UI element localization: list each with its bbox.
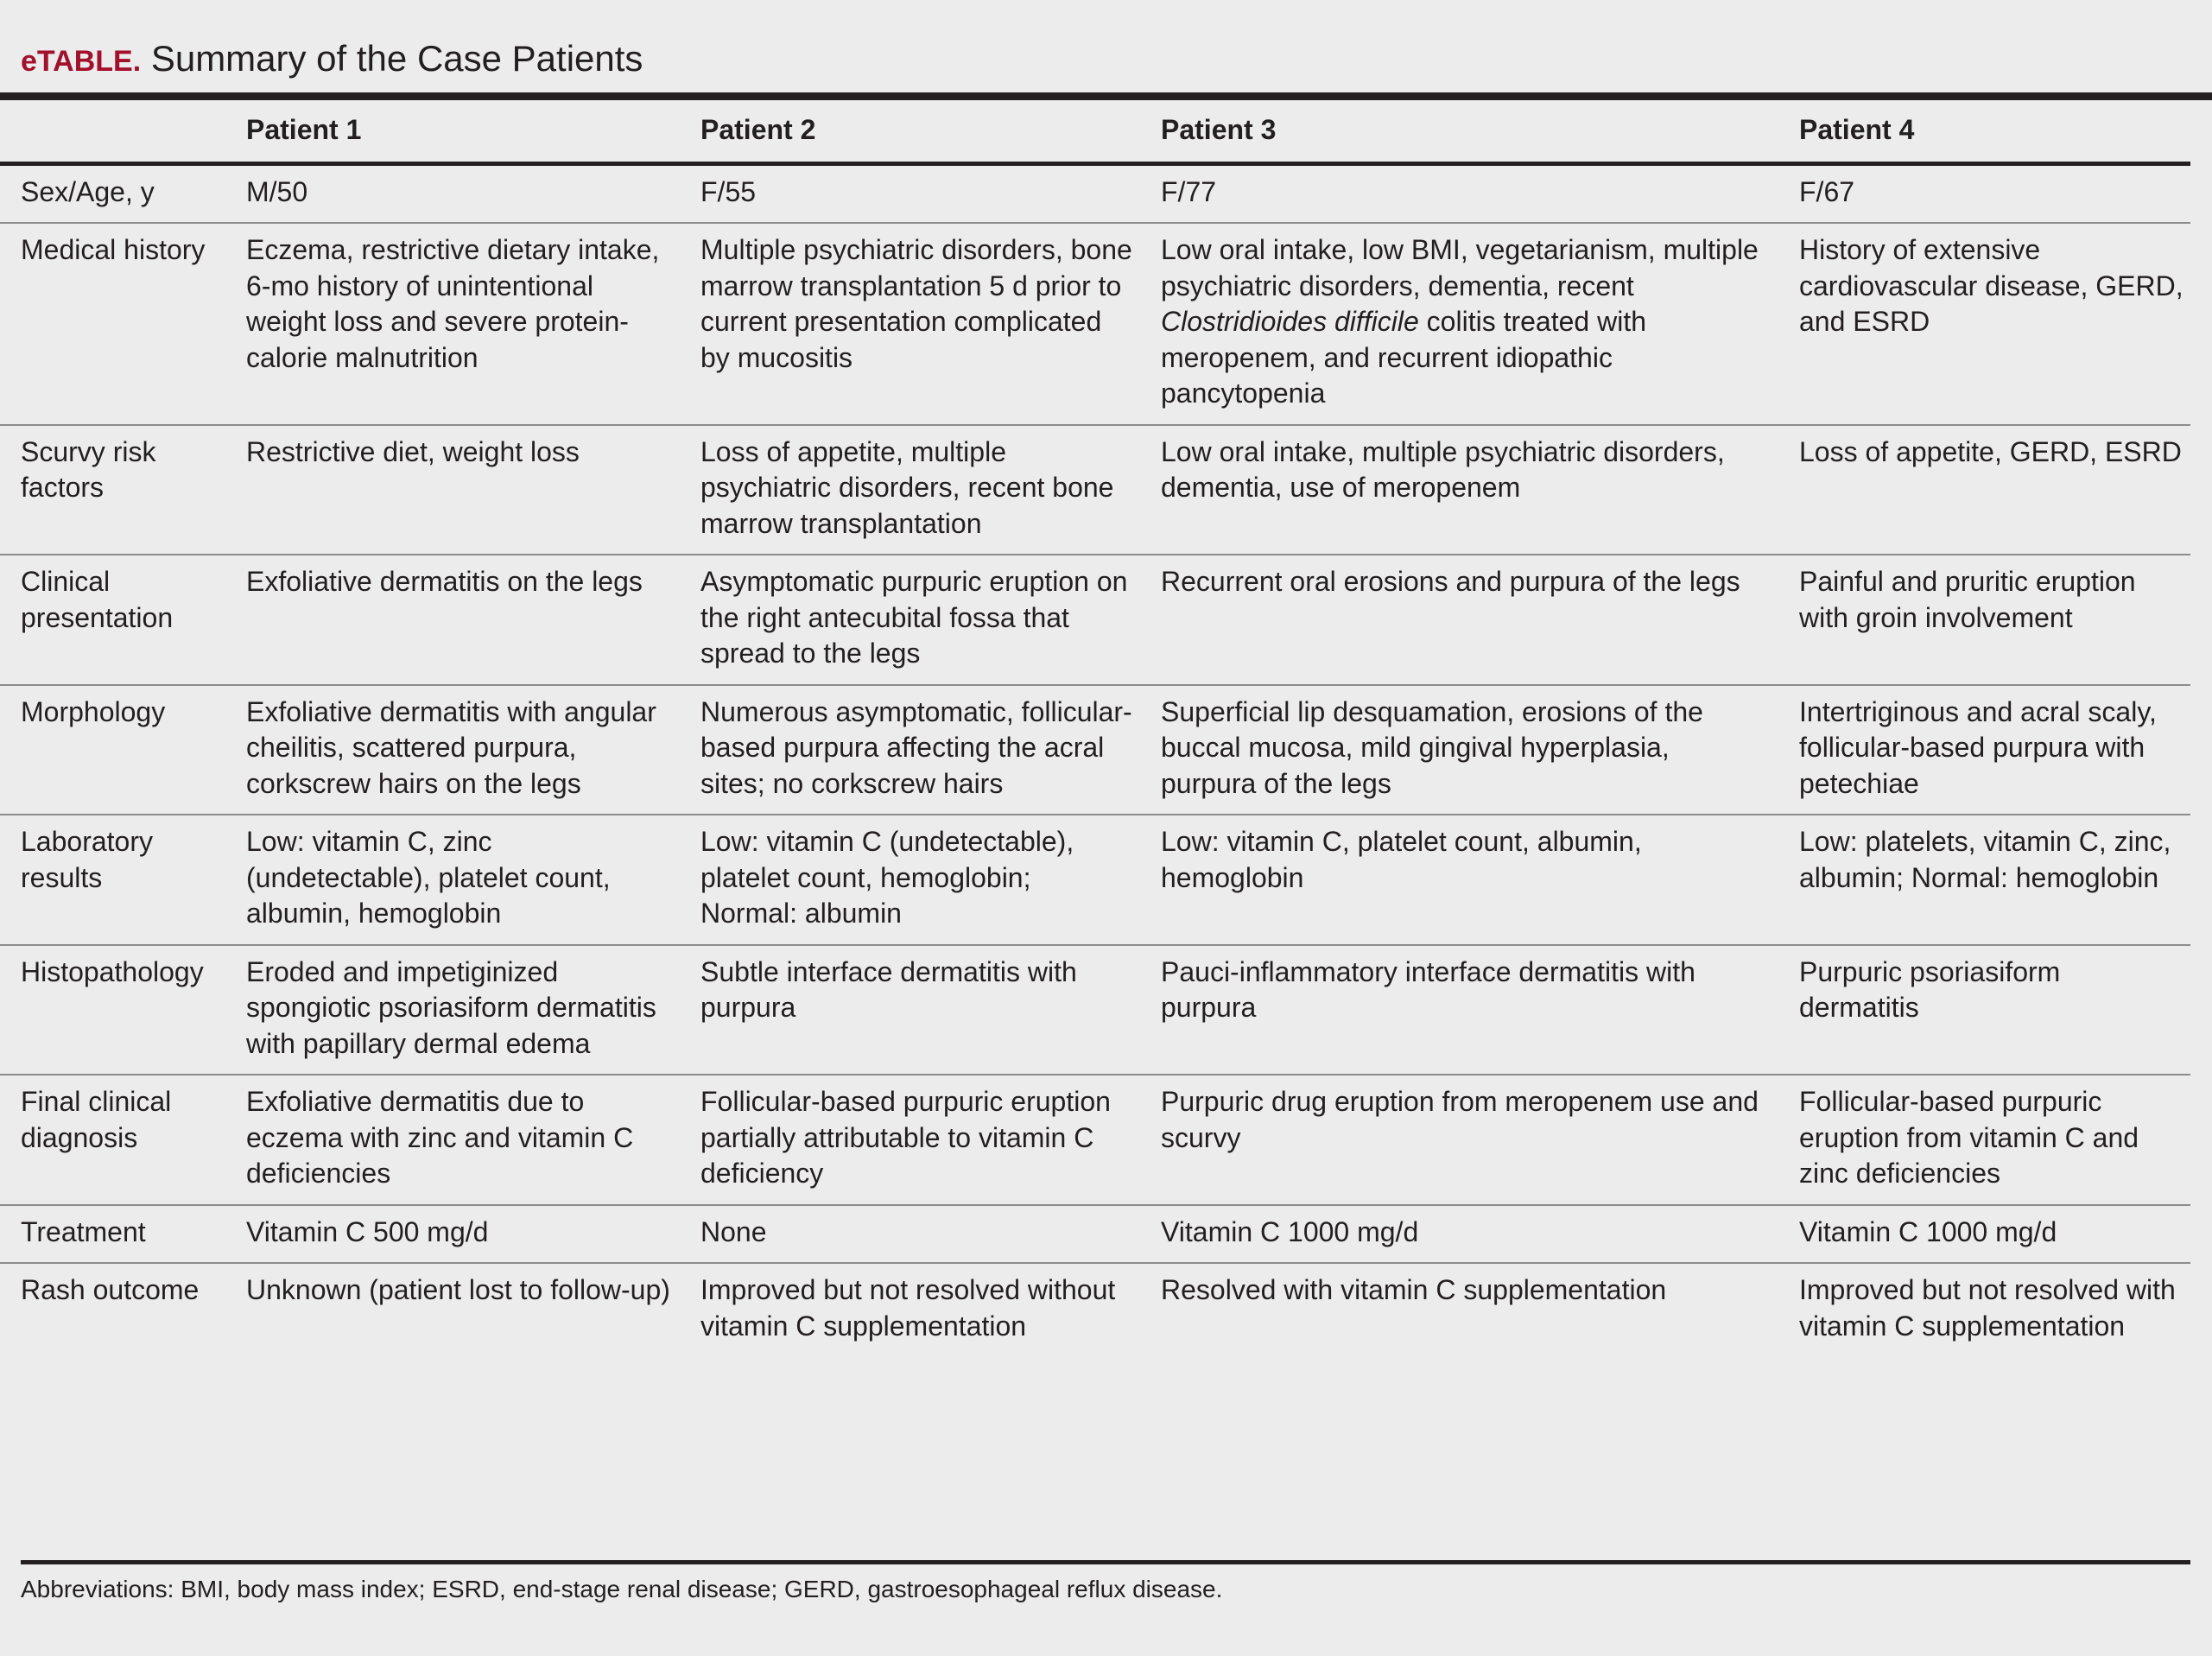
table-cell: Restrictive diet, weight loss [225,425,680,555]
header-cell-blank [0,100,225,163]
row-label: Scurvy risk factors [0,425,225,555]
row-label: Clinical presentation [0,555,225,685]
table-cell: Superficial lip desquamation, erosions of the buccal mucosa, mild gingival hyperplasia, purpura of the legs [1140,685,1778,815]
abbreviations-footnote: Abbreviations: BMI, body mass index; ESRD, end-stage renal disease; GERD, gastroesophageal reflux disease. [21,1576,1223,1602]
row-label: Laboratory results [0,815,225,945]
table-cell: Loss of appetite, multiple psychiatric disorders, recent bone marrow transplantation [680,425,1140,555]
header-cell-patient-1: Patient 1 [225,100,680,163]
table-cell: Follicular-based purpuric eruption from vitamin C and zinc deficiencies [1778,1075,2190,1205]
table-row [0,945,2190,1075]
table-cell: F/67 [1778,163,2190,223]
table-cell: Vitamin C 500 mg/d [225,1205,680,1264]
header-cell-patient-3: Patient 3 [1140,100,1778,163]
row-label: Sex/Age, y [0,163,225,223]
table-row [0,1263,2190,1356]
table-cell: Exfoliative dermatitis due to eczema with zinc and vitamin C deficiencies [225,1075,680,1205]
table-row [0,1075,2190,1205]
table-cell: Resolved with vitamin C supplementation [1161,1274,1667,1305]
case-summary-table [0,100,2190,1356]
row-label: Morphology [0,685,225,815]
table-cell: Multiple psychiatric disorders, bone marrow transplantation 5 d prior to current presentation complicated by mucositis [680,223,1140,425]
header-cell-patient-4: Patient 4 [1778,100,2190,163]
table-cell: Low: vitamin C, platelet count, albumin, hemoglobin [1140,815,1778,945]
row-label: Rash outcome [21,1274,200,1305]
table-cell: Exfoliative dermatitis on the legs [225,555,680,685]
table-row [0,223,2190,425]
table-cell: Unknown (patient lost to follow-up) [246,1274,670,1305]
table-cell: None [680,1205,1140,1264]
table-title [21,35,643,86]
table-cell: Low: platelets, vitamin C, zinc, albumin; Normal: hemoglobin [1778,815,2190,945]
table-cell: Improved but not resolved without vitamin C supplementation [700,1274,1116,1342]
table-cell: Vitamin C 1000 mg/d [1140,1205,1778,1264]
table-row [0,685,2190,815]
table-row [0,425,2190,555]
row-label: Final clinical diagnosis [0,1075,225,1205]
table-cell: Exfoliative dermatitis with angular cheilitis, scattered purpura, corkscrew hairs on the legs [225,685,680,815]
table-cell: Low: vitamin C (undetectable), platelet count, hemoglobin; Normal: albumin [680,815,1140,945]
table-cell: Improved but not resolved with vitamin C supplementation [1799,1274,2176,1342]
table-cell: Numerous asymptomatic, follicular-based purpura affecting the acral sites; no corkscrew hairs [680,685,1140,815]
table-cell: Purpuric psoriasiform dermatitis [1778,945,2190,1075]
top-rule [0,92,2212,100]
table-cell: History of extensive cardiovascular disease, GERD, and ESRD [1778,223,2190,425]
table-cell: Pauci-inflammatory interface dermatitis with purpura [1140,945,1778,1075]
row-label: Medical history [0,223,225,425]
table-cell: Subtle interface dermatitis with purpura [680,945,1140,1075]
table-cell: Eroded and impetiginized spongiotic psoriasiform dermatitis with papillary dermal edema [225,945,680,1075]
row-label: Histopathology [0,945,225,1075]
table-row [0,1205,2190,1264]
table-cell: Asymptomatic purpuric eruption on the right antecubital fossa that spread to the legs [680,555,1140,685]
table-cell: Purpuric drug eruption from meropenem use and scurvy [1140,1075,1778,1205]
table-cell: M/50 [225,163,680,223]
table-cell: Low: vitamin C, zinc (undetectable), platelet count, albumin, hemoglobin [225,815,680,945]
table-label: eTABLE. [21,45,142,78]
table-cell: Intertriginous and acral scaly, follicular-based purpura with petechiae [1778,685,2190,815]
table-row [0,555,2190,685]
bottom-rule [21,1560,2190,1564]
table-cell: Low oral intake, multiple psychiatric disorders, dementia, use of meropenem [1140,425,1778,555]
table-title-text: Summary of the Case Patients [150,38,643,79]
table-row [0,815,2190,945]
row-label: Treatment [0,1205,225,1264]
header-cell-patient-2: Patient 2 [680,100,1140,163]
table-cell: Painful and pruritic eruption with groin involvement [1778,555,2190,685]
table-cell: Low oral intake, low BMI, vegetarianism, multiple psychiatric disorders, dementia, recent Clostridioides difficile colitis treated with meropenem, and recurrent idiopathic pancytopenia [1140,223,1778,425]
table-cell: F/55 [680,163,1140,223]
table-cell: Eczema, restrictive dietary intake, 6-mo history of unintentional weight loss and severe protein-calorie malnutrition [225,223,680,425]
table-cell: Follicular-based purpuric eruption partially attributable to vitamin C deficiency [680,1075,1140,1205]
table-cell: F/77 [1140,163,1778,223]
table-cell: Vitamin C 1000 mg/d [1778,1205,2190,1264]
header-row [0,100,2190,163]
table-cell: Loss of appetite, GERD, ESRD [1778,425,2190,555]
table-row [0,163,2190,223]
table-cell: Recurrent oral erosions and purpura of the legs [1140,555,1778,685]
